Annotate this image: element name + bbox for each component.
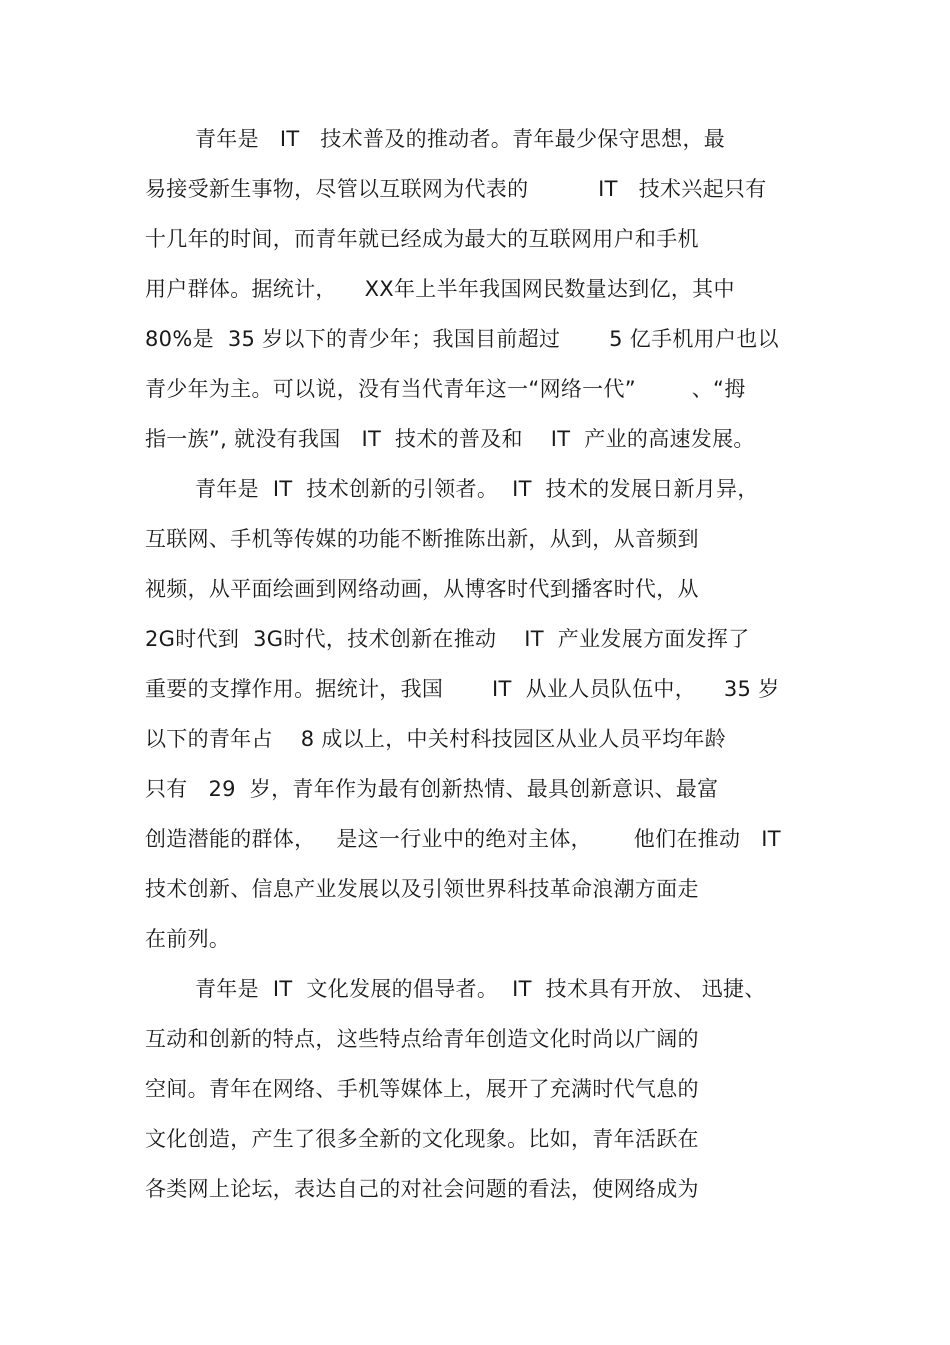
paragraph-3-line-2: 互动和创新的特点，这些特点给青年创造文化时尚以广阔的 — [145, 1027, 699, 1051]
paragraph-2-line-6: 以下的青年占 8 成以上，中关村科技园区从业人员平均年龄 — [145, 727, 727, 751]
paragraph-1-line-1: 青年是 IT 技术普及的推动者。青年最少保守思想，最 — [195, 127, 726, 151]
paragraph-3-line-4: 文化创造，产生了很多全新的文化现象。比如，青年活跃在 — [145, 1127, 699, 1151]
paragraph-2-line-7: 只有 29 岁，青年作为最有创新热情、最具创新意识、最富 — [145, 777, 719, 801]
paragraph-3-line-5: 各类网上论坛，表达自己的对社会问题的看法，使网络成为 — [145, 1177, 699, 1201]
paragraph-2-line-1: 青年是 IT 技术创新的引领者。 IT 技术的发展日新月异， — [195, 477, 759, 501]
paragraph-2-line-8: 创造潜能的群体， 是这一行业中的绝对主体， 他们在推动 IT — [145, 827, 781, 851]
paragraph-1-line-4: 用户群体。据统计， XX年上半年我国网民数量达到亿，其中 — [145, 277, 735, 301]
paragraph-1-line-3: 十几年的时间，而青年就已经成为最大的互联网用户和手机 — [145, 227, 699, 251]
paragraph-2-line-4: 2G时代到 3G时代，技术创新在推动 IT 产业发展方面发挥了 — [145, 627, 750, 651]
paragraph-1-line-5: 80%是 35 岁以下的青少年；我国目前超过 5 亿手机用户也以 — [145, 327, 779, 351]
paragraph-2-line-9: 技术创新、信息产业发展以及引领世界科技革命浪潮方面走 — [145, 877, 699, 901]
paragraph-2-line-3: 视频，从平面绘画到网络动画，从博客时代到播客时代，从 — [145, 577, 699, 601]
paragraph-2-line-10: 在前列。 — [145, 927, 231, 951]
paragraph-3-line-3: 空间。青年在网络、手机等媒体上，展开了充满时代气息的 — [145, 1077, 699, 1101]
paragraph-3-line-1: 青年是 IT 文化发展的倡导者。 IT 技术具有开放、 迅捷、 — [195, 977, 766, 1001]
paragraph-1-line-2: 易接受新生事物，尽管以互联网为代表的 IT 技术兴起只有 — [145, 177, 767, 201]
paragraph-1-line-6: 青少年为主。可以说，没有当代青年这一“网络一代” 、“拇 — [145, 377, 746, 401]
paragraph-1-line-7: 指一族”, 就没有我国 IT 技术的普及和 IT 产业的高速发展。 — [145, 427, 755, 451]
paragraph-2-line-5: 重要的支撑作用。据统计，我国 IT 从业人员队伍中， 35 岁 — [145, 677, 780, 701]
paragraph-2-line-2: 互联网、手机等传媒的功能不断推陈出新，从到，从音频到 — [145, 527, 699, 551]
